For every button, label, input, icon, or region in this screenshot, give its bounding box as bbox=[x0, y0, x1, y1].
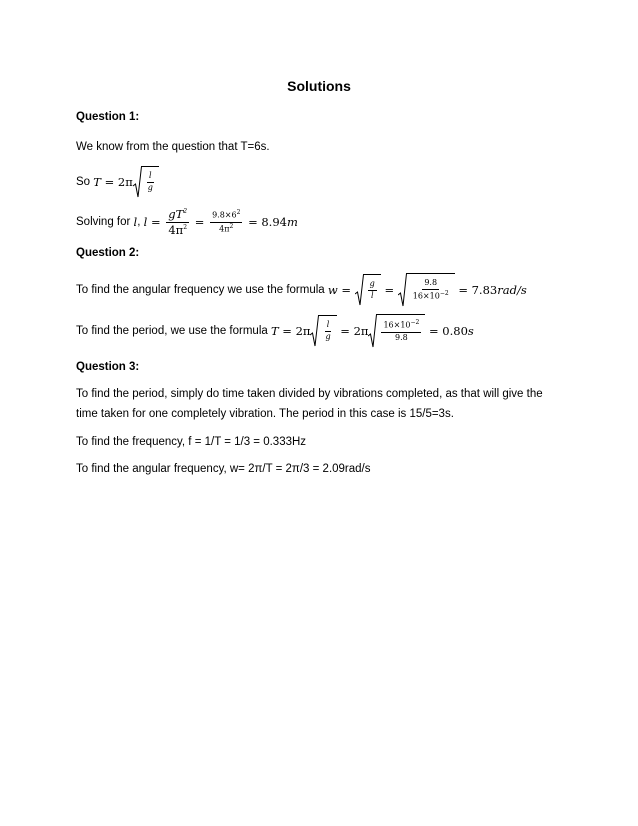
fraction-l-over-g-2: $\frac{l}{g}$ bbox=[325, 320, 331, 341]
equals-sign: = bbox=[278, 324, 296, 338]
two-pi: 2π bbox=[117, 175, 133, 189]
q1-solve-for-l bbox=[76, 208, 298, 236]
equals-sign: = bbox=[191, 215, 209, 230]
fraction-gT2-over-4pi2: $\frac{gT^2}{4\pi^2}$ bbox=[168, 207, 188, 237]
q2-line1-text: To find the angular frequency we use the formula bbox=[76, 284, 328, 296]
q2-angular-frequency-line bbox=[76, 273, 527, 307]
fraction-g-over-l: $\frac{g}{l}$ bbox=[369, 279, 375, 300]
q1-line-1: We know from the question that T=6s. bbox=[76, 141, 270, 153]
q3-angular-frequency-line: To find the angular frequency, w= 2π/T = 2π/3 = 2.09rad/s bbox=[76, 463, 371, 475]
radical-sign-icon bbox=[398, 273, 407, 307]
unit-rad-per-s: rad/s bbox=[497, 283, 527, 297]
radical-sign-icon bbox=[368, 314, 377, 348]
q1-result: = 8.94 bbox=[244, 215, 287, 230]
radical-sign-icon bbox=[310, 315, 319, 347]
q1-solving-text: Solving for bbox=[76, 216, 134, 229]
symbol-T: T bbox=[270, 324, 279, 338]
q2-result-1: = 7.83 bbox=[454, 283, 498, 297]
symbol-T: T bbox=[93, 175, 101, 189]
equals-sign: = bbox=[380, 283, 398, 297]
comma-separator: , bbox=[137, 216, 144, 229]
symbol-l: l bbox=[133, 215, 138, 230]
q1-so-text: So bbox=[76, 176, 94, 188]
q3-paragraph-line-2: time taken for one completely vibration. The period in this case is 15/5=3s. bbox=[76, 408, 454, 420]
radical-sign-icon bbox=[133, 166, 142, 198]
sqrt-numeric-T bbox=[368, 314, 425, 348]
unit-m: m bbox=[286, 215, 298, 230]
equals-sign: = bbox=[100, 175, 118, 189]
q2-line2-text: To find the period, we use the formula bbox=[76, 325, 271, 337]
sqrt-l-over-g-2 bbox=[310, 315, 336, 347]
q2-period-line bbox=[76, 314, 474, 348]
q3-frequency-line: To find the frequency, f = 1/T = 1/3 = 0.333Hz bbox=[76, 436, 307, 448]
equals-sign: = bbox=[147, 215, 165, 230]
page-title: Solutions bbox=[287, 78, 351, 94]
equals-sign: = bbox=[337, 283, 355, 297]
fraction-l-over-g: $\frac{l}{g}$ bbox=[147, 171, 153, 192]
question-2-heading: Question 2: bbox=[76, 247, 140, 259]
fraction-98-over-16e-2: $\frac{9.8}{16\times 10^{-2}}$ bbox=[412, 278, 449, 301]
fraction-16e-2-over-98: $\frac{16\times 10^{-2}}{9.8}$ bbox=[383, 319, 420, 342]
fraction-numeric: $\frac{9.8\times 6^2}{4\pi^2}$ bbox=[212, 209, 241, 234]
symbol-w: w bbox=[327, 283, 338, 297]
unit-s: s bbox=[467, 324, 474, 338]
sqrt-numeric-w bbox=[398, 273, 455, 307]
symbol-l-2: l bbox=[143, 215, 148, 230]
equals-sign: = bbox=[336, 324, 354, 338]
q2-result-2: = 0.80 bbox=[425, 324, 468, 338]
question-1-heading: Question 1: bbox=[76, 111, 140, 123]
radical-sign-icon bbox=[355, 274, 364, 306]
q3-paragraph-line-1: To find the period, simply do time taken divided by vibrations completed, as that will give the bbox=[76, 388, 543, 400]
sqrt-g-over-l bbox=[355, 274, 381, 306]
q1-period-formula bbox=[76, 166, 159, 198]
question-3-heading: Question 3: bbox=[76, 361, 140, 373]
two-pi: 2π bbox=[295, 324, 311, 338]
sqrt-l-over-g bbox=[133, 166, 159, 198]
two-pi-2: 2π bbox=[353, 324, 369, 338]
